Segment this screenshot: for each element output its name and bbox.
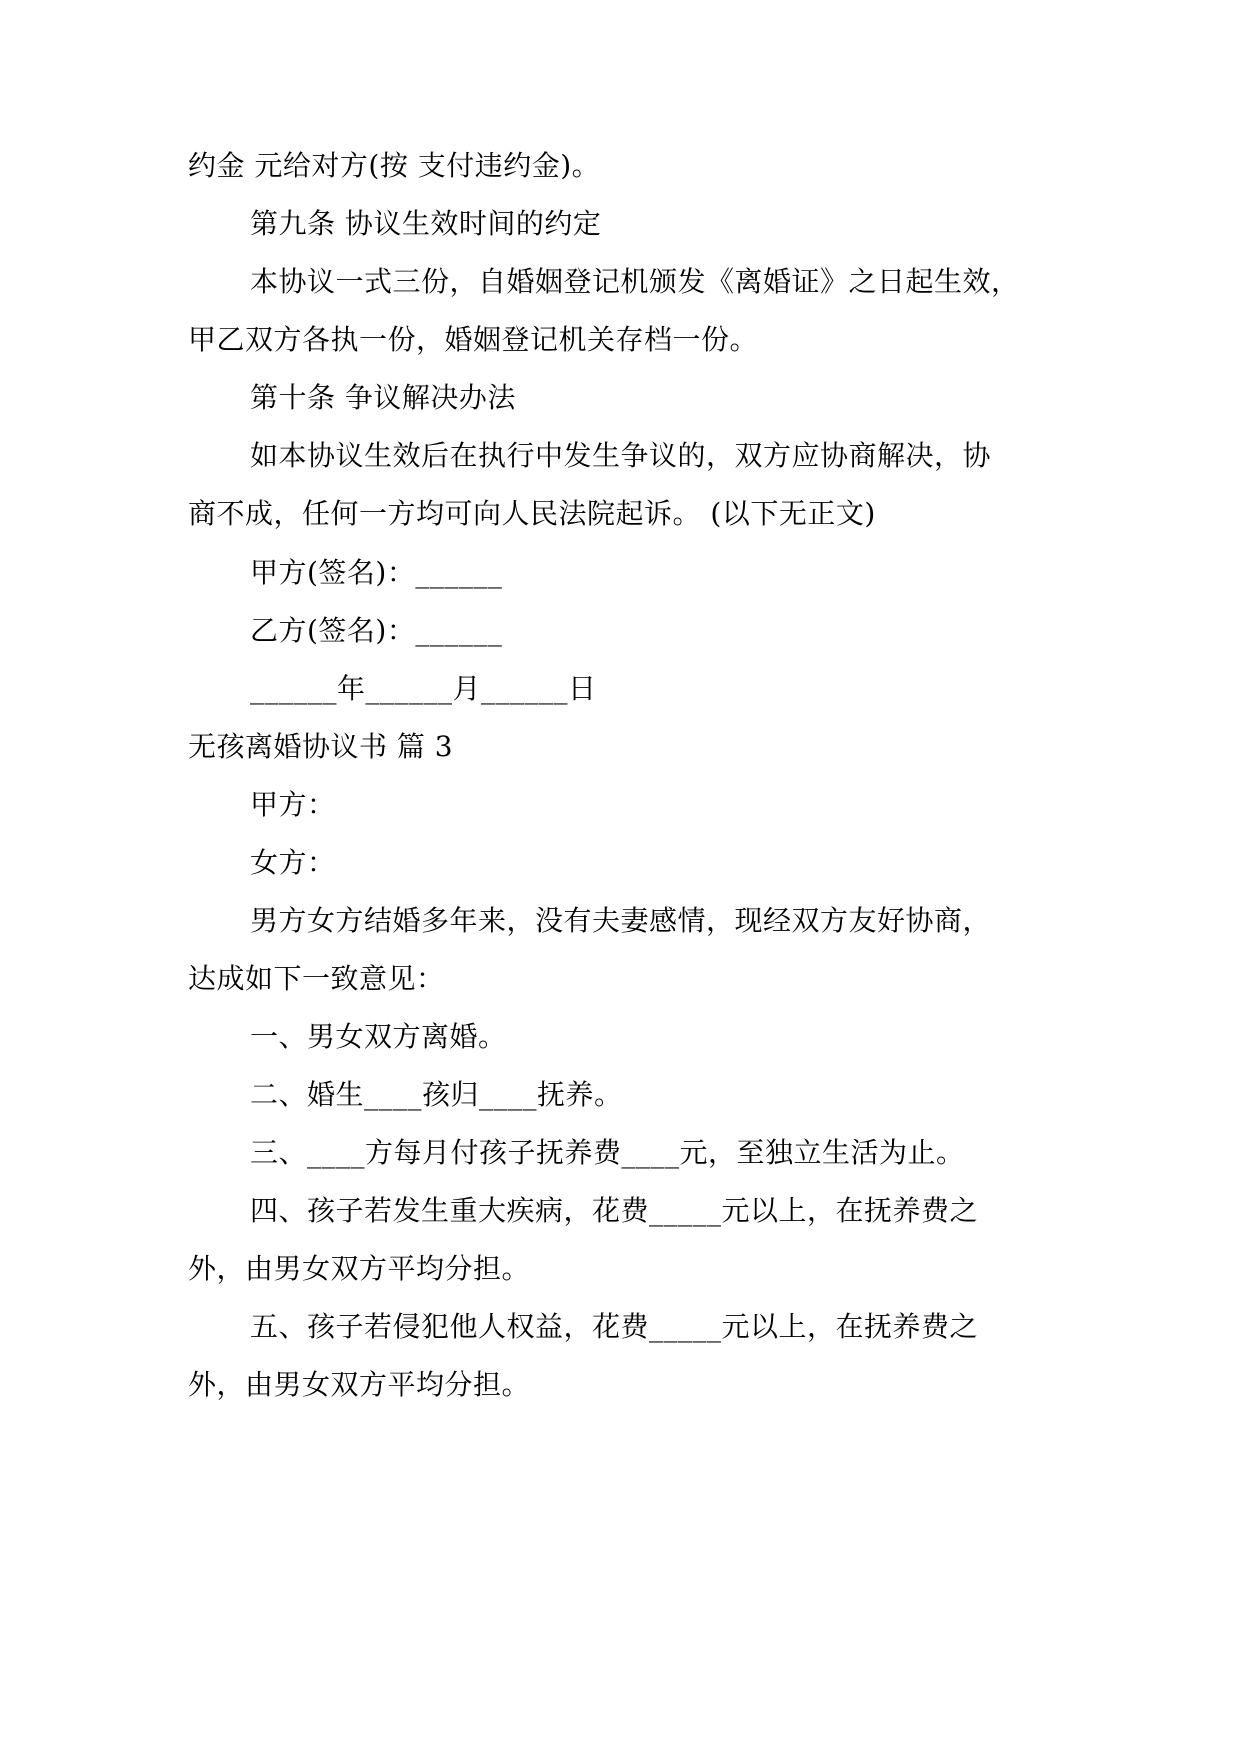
list-item: 一、男女双方离婚。 bbox=[250, 1020, 507, 1053]
text-line: 外，由男女双方平均分担。 bbox=[188, 1252, 531, 1285]
clause-heading: 第十条 争议解决办法 bbox=[250, 381, 516, 414]
text-line: 本协议一式三份，自婚姻登记机颁发《离婚证》之日起生效， bbox=[250, 265, 1020, 298]
text-line: 男方女方结婚多年来，没有夫妻感情，现经双方友好协商， bbox=[250, 904, 992, 937]
text-line: 约金 元给对方(按 支付违约金)。 bbox=[188, 149, 601, 182]
text-line: 甲乙双方各执一份，婚姻登记机关存档一份。 bbox=[188, 323, 759, 356]
signature-line-party-b: 乙方(签名)：______ bbox=[250, 614, 503, 647]
list-item: 三、____方每月付孩子抚养费____元，至独立生活为止。 bbox=[250, 1136, 965, 1169]
party-a-label: 甲方： bbox=[250, 788, 336, 821]
date-line: ______年______月______日 bbox=[250, 672, 597, 705]
text-line: 达成如下一致意见： bbox=[188, 962, 445, 995]
section-title: 无孩离婚协议书 篇 3 bbox=[188, 730, 454, 763]
signature-line-party-a: 甲方(签名)：______ bbox=[250, 556, 503, 589]
party-b-label: 女方： bbox=[250, 846, 336, 879]
text-line: 如本协议生效后在执行中发生争议的，双方应协商解决，协 bbox=[250, 439, 992, 472]
list-item: 二、婚生____孩归____抚养。 bbox=[250, 1078, 623, 1111]
list-item: 四、孩子若发生重大疾病，花费_____元以上，在抚养费之 bbox=[250, 1194, 979, 1227]
text-line: 外，由男女双方平均分担。 bbox=[188, 1368, 531, 1401]
clause-heading: 第九条 协议生效时间的约定 bbox=[250, 207, 602, 240]
list-item: 五、孩子若侵犯他人权益，花费_____元以上，在抚养费之 bbox=[250, 1310, 979, 1343]
text-line: 商不成，任何一方均可向人民法院起诉。 (以下无正文) bbox=[188, 497, 876, 530]
